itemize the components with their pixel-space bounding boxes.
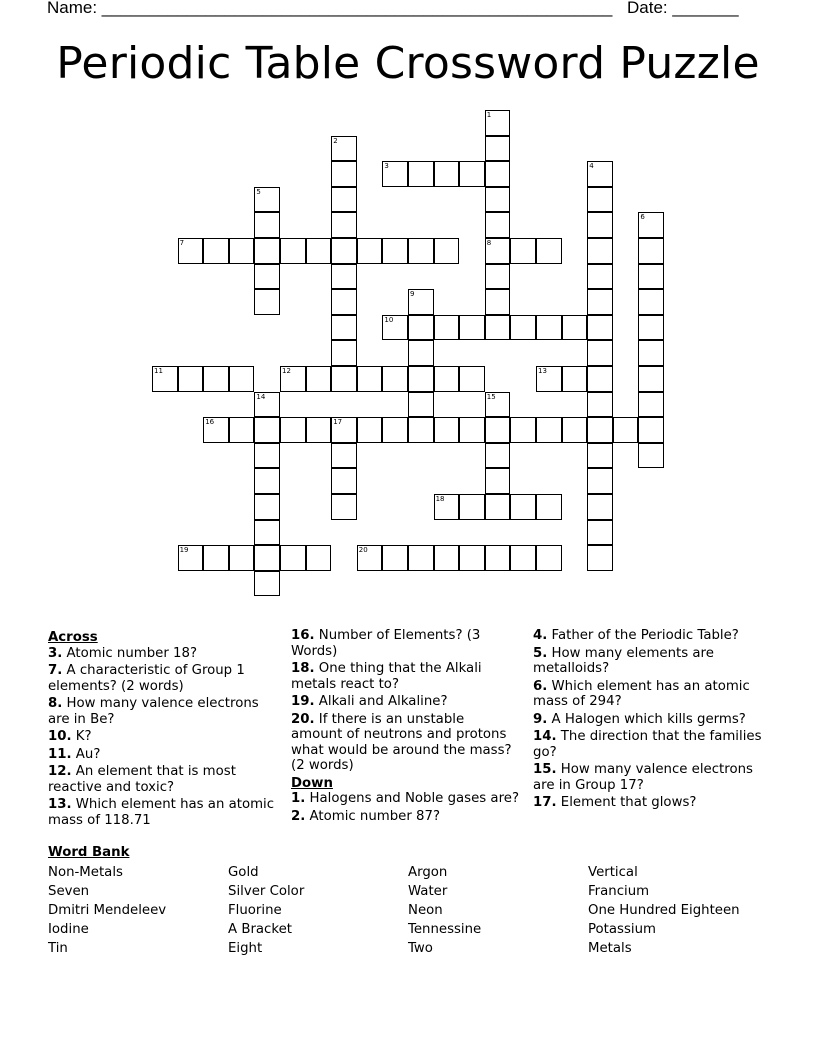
word-bank-item: One Hundred Eighteen [588,903,740,918]
word-bank-item: Non-Metals [48,865,123,880]
crossword-cell[interactable] [485,443,511,469]
crossword-cell[interactable] [331,187,357,213]
clue [48,646,284,662]
clue-number: 8 [486,239,492,247]
crossword-cell[interactable] [357,417,383,443]
clue [291,712,519,774]
crossword-cell[interactable] [254,264,280,290]
crossword-cell[interactable] [331,315,357,341]
crossword-cell[interactable] [357,366,383,392]
crossword-cell[interactable] [434,315,460,341]
clue-text: A characteristic of Group 1 elements? (2 words) [48,663,245,694]
crossword-cell[interactable] [536,417,562,443]
clue-text: How many elements are metalloids? [533,645,714,676]
clue [291,791,519,807]
crossword-cell[interactable] [331,468,357,494]
crossword-cell[interactable] [434,417,460,443]
crossword-cell[interactable] [536,315,562,341]
word-bank-item: Eight [228,941,263,956]
word-bank-item: Potassium [588,922,656,937]
crossword-cell[interactable] [562,315,588,341]
down-heading: Down [291,775,333,791]
clue-text: Au? [71,746,101,762]
clue-number-label: 8. [48,696,63,711]
crossword-cell[interactable] [254,494,280,520]
clue-text: Father of the Periodic Table? [547,628,739,643]
clue-number: 17 [333,418,343,427]
crossword-cell[interactable] [229,545,255,571]
crossword-cell[interactable] [408,366,434,392]
clue-number: 19 [179,546,189,555]
crossword-cell[interactable] [587,392,613,418]
crossword-cell[interactable] [434,238,460,264]
word-bank-item: Two [408,941,433,956]
clue-number: 11 [154,367,163,375]
word-bank-item: Fluorine [228,903,282,918]
clue [533,646,765,677]
word-bank-column [228,863,304,958]
clue [533,679,765,710]
clue-text: Alkali and Alkaline? [314,694,448,709]
crossword-cell[interactable] [408,161,434,187]
crossword-cell[interactable] [485,494,511,520]
clue-text: A Halogen which kills germs? [547,711,746,727]
clue-text: How many valence electrons are in Be? [48,696,259,727]
crossword-cell[interactable] [229,238,255,264]
crossword-cell[interactable] [459,494,485,520]
crossword-cell[interactable] [587,289,613,315]
clue-text: K? [71,729,92,744]
crossword-cell[interactable] [587,212,613,238]
crossword-cell[interactable] [536,545,562,571]
crossword-cell[interactable] [306,238,332,264]
word-bank-title: Word Bank [48,845,130,860]
name-field[interactable]: Name: ______________________________________________________ [47,0,613,17]
word-bank-column [588,863,740,958]
crossword-cell[interactable] [587,545,613,571]
crossword-cell[interactable] [587,494,613,520]
crossword-cell[interactable] [434,366,460,392]
crossword-cell[interactable] [280,545,306,571]
crossword-cell[interactable] [382,545,408,571]
word-bank-item: Dmitri Mendeleev [48,903,167,918]
clue [48,764,284,795]
clue-number: 10 [384,315,394,324]
crossword-cell[interactable] [254,520,280,546]
page-title: Periodic Table Crossword Puzzle [56,38,760,89]
crossword-cell[interactable] [510,315,536,341]
crossword-cell[interactable] [459,545,485,571]
crossword-cell[interactable] [638,238,664,264]
clue [291,628,519,659]
clue-number-label: 14. [533,729,557,744]
clue-text: The direction that the families go? [533,729,762,760]
crossword-cell[interactable] [459,366,485,392]
crossword-cell[interactable] [178,366,204,392]
clue-number: 5 [256,187,261,196]
clue [533,712,765,728]
crossword-cell[interactable] [485,468,511,494]
crossword-cell[interactable] [331,264,357,290]
crossword-cell[interactable] [357,238,383,264]
clue [533,762,765,793]
crossword-cell[interactable] [510,494,536,520]
crossword-cell[interactable] [485,136,511,162]
clue-number-label: 19. [291,694,315,709]
crossword-cell[interactable] [485,187,511,213]
clue-text: Which element has an atomic mass of 118.71 [48,797,275,828]
clue-number: 14 [256,392,266,401]
clue-number: 9 [410,290,415,299]
clue [291,694,519,710]
clue [291,661,519,692]
clues-column-3 [533,628,765,813]
crossword-cell[interactable] [408,315,434,341]
clue-number-label: 17. [533,795,557,810]
crossword-cell[interactable] [434,161,460,187]
crossword-cell[interactable] [459,315,485,341]
crossword-cell[interactable] [485,545,511,571]
clue-number-label: 18. [291,661,315,676]
clue [48,696,284,727]
across-heading: Across [48,630,98,645]
crossword-cell[interactable] [382,366,408,392]
crossword-cell[interactable] [613,417,639,443]
crossword-cell[interactable] [485,289,511,315]
word-bank-item: Water [408,884,448,899]
crossword-cell[interactable] [587,468,613,494]
crossword-cell[interactable] [254,443,280,469]
crossword-cell[interactable] [331,366,357,392]
crossword-cell[interactable] [280,417,306,443]
crossword-cell[interactable] [331,443,357,469]
crossword-cell[interactable] [587,443,613,469]
clues-column-1 [48,628,284,830]
crossword-cell[interactable] [408,340,434,366]
word-bank-item: Tin [48,941,68,956]
clue-text: Halogens and Noble gases are? [305,791,519,806]
clue-number-label: 13. [48,797,72,812]
clue-text: Number of Elements? (3 Words) [291,628,481,659]
date-field[interactable]: Date: _______ [627,0,739,17]
clue-number: 13 [538,367,547,375]
crossword-cell[interactable] [382,238,408,264]
crossword-cell[interactable] [254,417,280,443]
crossword-cell[interactable] [229,417,255,443]
crossword-cell[interactable] [587,264,613,290]
clue-number-label: 1. [291,791,306,806]
clue-number-label: 12. [48,764,72,779]
crossword-cell[interactable] [485,264,511,290]
crossword-cell[interactable] [306,366,332,392]
crossword-cell[interactable] [485,212,511,238]
clue-number-label: 2. [291,808,306,824]
crossword-cell[interactable] [254,212,280,238]
clue [48,797,284,828]
crossword-cell[interactable] [638,417,664,443]
crossword-cell[interactable] [203,366,229,392]
crossword-cell[interactable] [254,468,280,494]
crossword-cell[interactable] [254,289,280,315]
crossword-cell[interactable] [331,238,357,264]
crossword-cell[interactable] [459,417,485,443]
clue-number: 20 [358,546,368,555]
crossword-cell[interactable] [638,289,664,315]
clue [48,729,284,745]
clue-number: 6 [640,213,645,222]
word-bank-item: Iodine [48,922,89,937]
crossword-cell[interactable] [408,545,434,571]
word-bank-column [408,863,481,958]
clue-number-label: 9. [533,711,548,727]
clue [48,663,284,694]
clue-number-label: 6. [533,678,548,694]
clue [291,809,519,825]
clue-number: 2 [333,136,338,145]
clue [533,729,765,760]
clue-text: Atomic number 18? [62,645,198,661]
crossword-cell[interactable] [408,238,434,264]
crossword-cell[interactable] [306,545,332,571]
crossword-cell[interactable] [254,238,280,264]
word-bank-item: Francium [588,884,650,899]
word-bank-item: Seven [48,884,90,899]
crossword-cell[interactable] [203,238,229,264]
clue-number-label: 16. [291,628,315,643]
clue-text: Atomic number 87? [305,808,441,824]
crossword-cell[interactable] [536,494,562,520]
clue-number: 3 [384,162,389,171]
clue [533,795,765,811]
crossword-cell[interactable] [638,264,664,290]
crossword-cell[interactable] [408,417,434,443]
clue-number-label: 5. [533,645,548,661]
crossword-cell[interactable] [638,392,664,418]
word-bank-item: Neon [408,903,443,918]
crossword-cell[interactable] [331,212,357,238]
crossword-cell[interactable] [510,545,536,571]
word-bank-item: A Bracket [228,922,292,937]
clue-text: One thing that the Alkali metals react to? [291,661,482,692]
crossword-cell[interactable] [510,238,536,264]
crossword-cell[interactable] [203,545,229,571]
crossword-cell[interactable] [587,315,613,341]
clues-column-2 [291,628,519,826]
clue-number: 7 [179,239,185,247]
clue-number-label: 15. [533,762,557,777]
clue-number-label: 4. [533,628,548,643]
crossword-cell[interactable] [331,340,357,366]
crossword-cell[interactable] [254,571,280,597]
clue-number: 4 [589,162,594,171]
crossword-cell[interactable] [408,392,434,418]
crossword-cell[interactable] [254,545,280,571]
crossword-cell[interactable] [434,545,460,571]
crossword-cell[interactable] [485,417,511,443]
clue [48,747,284,763]
word-bank-item: Tennessine [408,922,482,937]
crossword-cell[interactable] [510,417,536,443]
crossword-cell[interactable] [587,238,613,264]
clue-number: 1 [486,111,492,119]
crossword-cell[interactable] [459,161,485,187]
crossword-cell[interactable] [638,315,664,341]
crossword-cell[interactable] [280,238,306,264]
crossword-cell[interactable] [562,366,588,392]
clue-text: An element that is most reactive and toxic? [48,764,236,795]
crossword-cell[interactable] [587,417,613,443]
clue-number-label: 11. [48,746,72,762]
crossword-cell[interactable] [587,520,613,546]
crossword-cell[interactable] [382,417,408,443]
clue-number-label: 7. [48,663,63,678]
crossword-cell[interactable] [229,366,255,392]
clue-number-label: 20. [291,711,315,727]
word-bank-item: Gold [228,865,259,880]
clue-number: 18 [435,495,445,503]
clue-text: Element that glows? [556,795,697,810]
crossword-cell[interactable] [587,366,613,392]
word-bank-item: Vertical [588,865,638,880]
clue-text: Which element has an atomic mass of 294? [533,678,750,709]
crossword-cell[interactable] [638,366,664,392]
crossword-cell[interactable] [331,161,357,187]
clue-number-label: 10. [48,729,72,744]
crossword-cell[interactable] [562,417,588,443]
crossword-cell[interactable] [638,340,664,366]
word-bank-item: Argon [408,865,448,880]
clue-number: 15 [486,392,496,401]
crossword-cell[interactable] [587,340,613,366]
crossword-cell[interactable] [331,289,357,315]
crossword-cell[interactable] [587,187,613,213]
clue-number: 12 [282,367,291,375]
clue-text: How many valence electrons are in Group 17? [533,762,753,793]
crossword-cell[interactable] [638,443,664,469]
clue [533,628,765,644]
crossword-cell[interactable] [485,315,511,341]
clue-text: If there is an unstable amount of neutrons and protons what would be around the mass? (2 words) [291,711,512,773]
crossword-cell[interactable] [536,238,562,264]
word-bank-column [48,863,166,958]
clue-number-label: 3. [48,645,63,661]
clue-number: 16 [205,418,215,427]
crossword-cell[interactable] [306,417,332,443]
crossword-cell[interactable] [485,161,511,187]
word-bank-item: Silver Color [228,884,305,899]
word-bank-item: Metals [588,941,632,956]
crossword-cell[interactable] [331,494,357,520]
